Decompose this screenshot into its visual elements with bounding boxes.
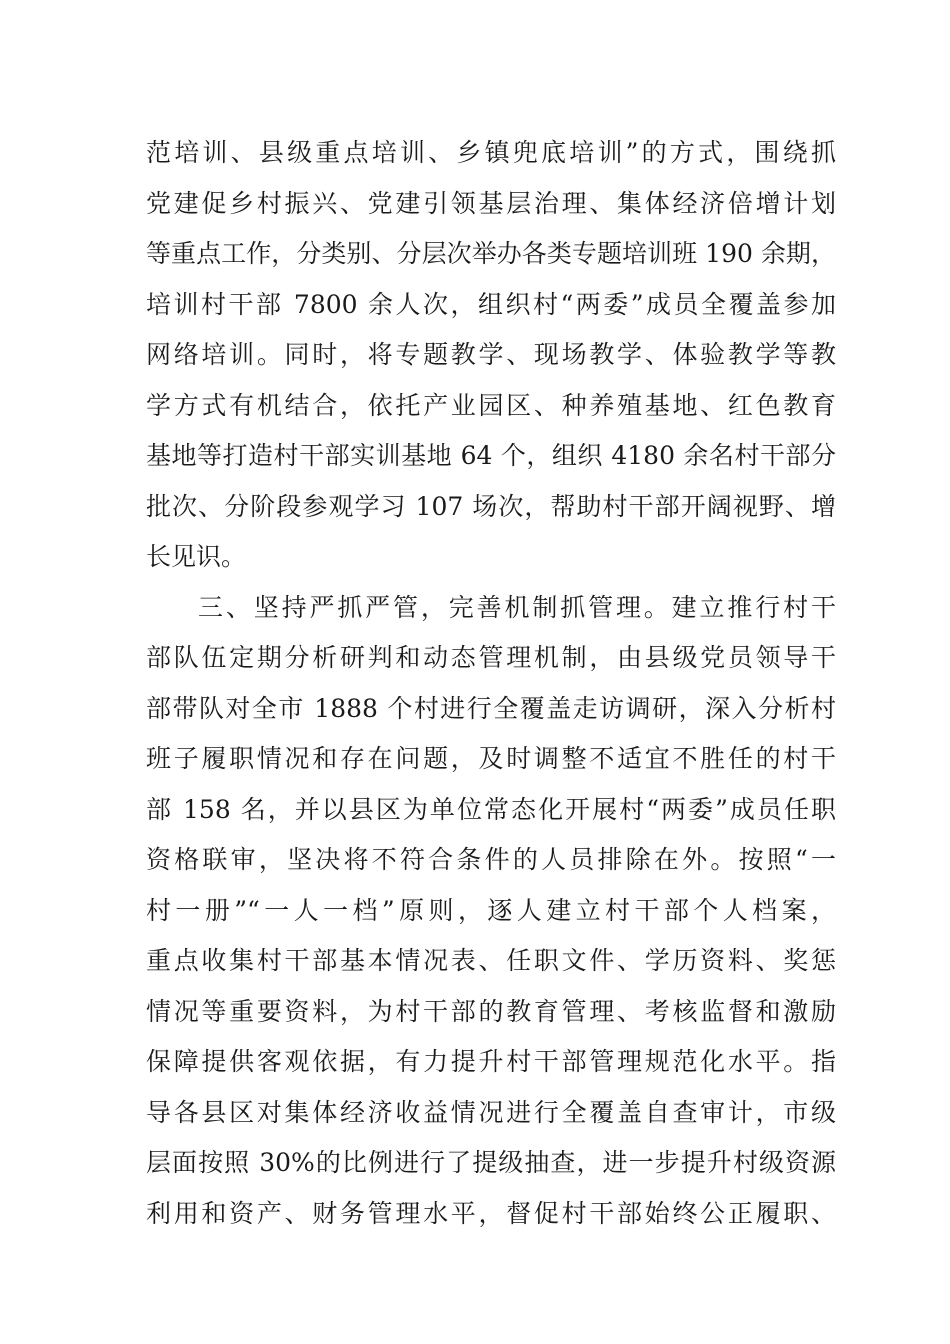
text-line: 网络培训。同时，将专题教学、现场教学、体验教学等教 bbox=[146, 340, 836, 369]
text-line: 导各县区对集体经济收益情况进行全覆盖自查审计，市级 bbox=[146, 1097, 836, 1127]
document-body bbox=[146, 128, 836, 1239]
text-line: 基地等打造村干部实训基地 64 个，组织 4180 余名村干部分 bbox=[146, 441, 836, 470]
text-line: 等重点工作，分类别、分层次举办各类专题培训班 190 余期， bbox=[146, 239, 836, 268]
text-line: 批次、分阶段参观学习 107 场次，帮助村干部开阔视野、增 bbox=[146, 491, 836, 521]
text-line: 保障提供客观依据，有力提升村干部管理规范化水平。指 bbox=[146, 1047, 836, 1076]
text-line: 部带队对全市 1888 个村进行全覆盖走访调研，深入分析村 bbox=[146, 693, 836, 723]
text-line: 资格联审，坚决将不符合条件的人员排除在外。按照“一 bbox=[146, 845, 836, 874]
text-line: 层面按照 30%的比例进行了提级抽查，进一步提升村级资源 bbox=[146, 1148, 836, 1177]
paragraph-end-line: 长见识。 bbox=[146, 542, 247, 571]
text-line: 重点收集村干部基本情况表、任职文件、学历资料、奖惩 bbox=[146, 946, 836, 975]
text-line: 培训村干部 7800 余人次，组织村“两委”成员全覆盖参加 bbox=[146, 289, 836, 319]
text-line: 村一册”“一人一档”原则，逐人建立村干部个人档案， bbox=[146, 895, 836, 925]
text-line: 利用和资产、财务管理水平，督促村干部始终公正履职、 bbox=[146, 1198, 836, 1228]
text-line: 班子履职情况和存在问题，及时调整不适宜不胜任的村干 bbox=[146, 744, 836, 773]
text-line: 范培训、县级重点培训、乡镇兜底培训”的方式，围绕抓 bbox=[146, 138, 836, 167]
text-line: 党建促乡村振兴、党建引领基层治理、集体经济倍增计划 bbox=[146, 188, 836, 218]
text-line: 部 158 名，并以县区为单位常态化开展村“两委”成员任职 bbox=[146, 794, 836, 824]
text-line: 部队伍定期分析研判和动态管理机制，由县级党员领导干 bbox=[146, 643, 836, 672]
text-line: 学方式有机结合，依托产业园区、种养殖基地、红色教育 bbox=[146, 390, 836, 420]
section-heading-line: 三、坚持严抓严管，完善机制抓管理。建立推行村干 bbox=[198, 592, 836, 622]
text-line: 情况等重要资料，为村干部的教育管理、考核监督和激励 bbox=[146, 996, 836, 1026]
